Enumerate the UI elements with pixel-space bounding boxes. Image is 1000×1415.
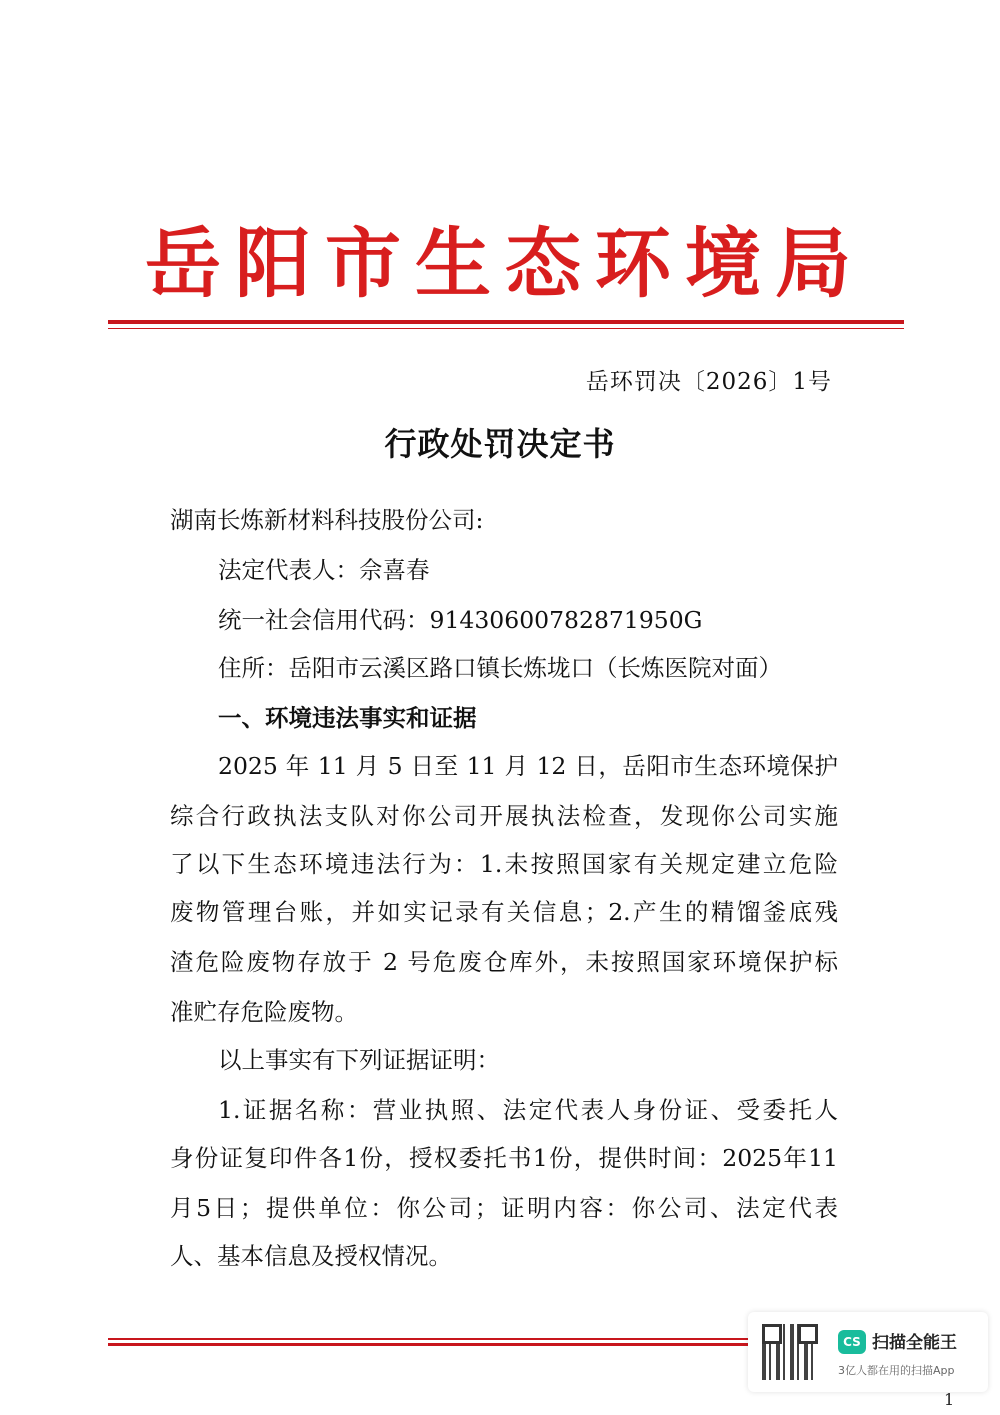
evidence-line: 月5日；提供单位：你公司；证明内容：你公司、法定代表 [170,1194,838,1222]
section-heading: 一、环境违法事实和证据 [218,704,477,732]
recipient-company: 湖南长炼新材料科技股份公司: [170,506,484,534]
legal-representative: 法定代表人：佘喜春 [218,556,430,584]
watermark-brand: 扫描全能王 [872,1333,957,1353]
evidence-line: 身份证复印件各1份，授权委托书1份，提供时间：2025年11 [170,1144,838,1172]
facts-line: 准贮存危险废物。 [170,998,358,1026]
facts-line: 2025 年 11 月 5 日至 11 月 12 日，岳阳市生态环境保护 [218,752,838,780]
document-title: 行政处罚决定书 [384,425,616,463]
credit-code: 统一社会信用代码：91430600782871950G [218,606,703,634]
facts-line: 综合行政执法支队对你公司开展执法检查，发现你公司实施 [170,802,838,830]
facts-line: 废物管理台账，并如实记录有关信息；2.产生的精馏釜底残 [170,898,838,926]
agency-letterhead: 岳阳市生态环境局 [145,219,865,308]
scanner-watermark [748,1312,988,1392]
header-rule-thick [108,320,904,324]
watermark-tagline: 3亿人都在用的扫描App [838,1364,955,1377]
page-number: 1 [944,1390,955,1409]
evidence-line: 1.证据名称：营业执照、法定代表人身份证、受委托人 [218,1096,838,1124]
evidence-line: 人、基本信息及授权情况。 [170,1242,452,1270]
document-number: 岳环罚决〔2026〕1号 [585,369,832,395]
qr-code-icon [762,1324,818,1380]
header-rule-thin [108,328,904,329]
camscanner-logo-icon: CS [838,1330,866,1354]
facts-line: 渣危险废物存放于 2 号危废仓库外，未按照国家环境保护标 [170,948,838,976]
address: 住所：岳阳市云溪区路口镇长炼垅口（长炼医院对面） [218,654,782,682]
evidence-intro: 以上事实有下列证据证明： [218,1046,500,1074]
facts-line: 了以下生态环境违法行为：1.未按照国家有关规定建立危险 [170,850,838,878]
